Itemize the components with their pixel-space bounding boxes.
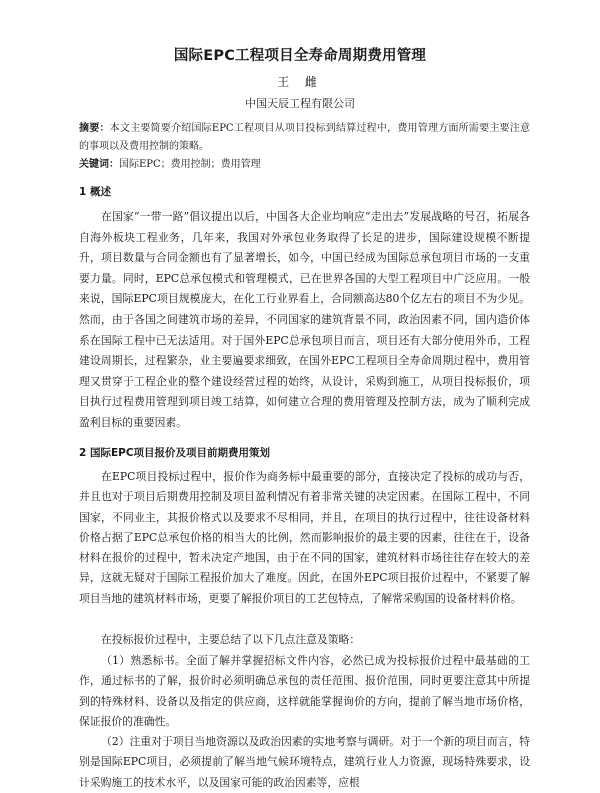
section-1-heading: 1 概述	[79, 186, 111, 198]
paper-title: 国际EPC工程项目全寿命周期费用管理	[173, 48, 427, 64]
abstract-text: 本文主要简要介绍国际EPC工程项目从项目投标到结算过程中，费用管理方面所需要主要注意的事项以及费用控制的策略。	[79, 123, 530, 152]
section-2-paragraph-3: （1）熟悉标书。全面了解并掌握招标文件内容，必然已成为投标报价过程中最基础的工作，通过标书的了解，报价时必须明确总承包的责任范围、报价范围，同时更要注意其中所提到的特殊材料、设备以及指定的供应商，这样就能掌握询价的方向，提前了解当地市场价格，保证报价的准确性。	[79, 654, 530, 728]
section-2-paragraph-4: （2）注重对于项目当地资源以及政治因素的实地考察与调研。对于一个新的项目而言，特别是国际EPC项目，必须提前了解当地气候环境特点，建筑行业人力资源，现场特殊要求，设计采购施工的技术水平，以及国家可能的政治因素等，应根	[79, 735, 530, 789]
abstract-label: 摘要：	[79, 123, 110, 134]
keywords-text: 国际EPC；费用控制；费用管理	[119, 159, 261, 170]
section-1-paragraph: 在国家“一带一路”倡议提出以后，中国各大企业均响应“走出去”发展战略的号召，拓展各自海外板块工程业务，几年来，我国对外承包业务取得了长足的进步，国际建设规模不断提升，项目数量与合同金额也有了显著增长，如今，中国已经成为国际总承包项目市场的一支重要力量。同时，EPC总承包模式和管理模式，已在世界各国的大型工程项目中广泛应用。一般来说，国际EPC项目规模庞大，在化工行业界看上，合同额高达80个亿左右的项目不为少见。然而，由于各国之间建筑市场的差异，不同国家的建筑背景不同，政治因素不同，国内造价体系在国际工程中已无法适用。对于国外EPC总承包项目而言，项目还有大部分使用外币，工程建设周期长，过程繁杂，业主要遍要求细致，在国外EPC工程项目全寿命周期过程中，费用管理又贯穿于工程企业的整个建设经营过程的始终，从设计，采购到施工，从项目投标报价，项目执行过程费用管理到项目竣工结算，如何建立合理的费用管理及控制方法，成为了顺利完成盈利目标的重要因素。	[79, 210, 530, 429]
author-affiliation: 中国天辰工程有限公司	[245, 97, 355, 110]
abstract	[79, 120, 530, 156]
keywords	[79, 157, 530, 173]
author-name: 王 雌	[277, 75, 323, 89]
section-2-heading: 2 国际EPC项目报价及项目前期费用策划	[79, 447, 271, 459]
keywords-label: 关键词：	[79, 159, 119, 170]
section-2-paragraph-2: 在投标报价过程中，主要总结了以下几点注意及策略：	[101, 633, 361, 646]
section-2-paragraph-1: 在EPC项目投标过程中，报价作为商务标中最重要的部分，直接决定了投标的成功与否，并且也对于项目后期费用控制及项目盈利情况有着非常关键的决定因素。在国际工程中，不同国家，不同业主，其报价格式以及要求不尽相同，并且，在项目的执行过程中，往往设备材料价格占据了EPC总承包价格的相当大的比例，然而影响报价的最主要的因素，往往在于，设备材料在报价的过程中，暂未决定产地国，由于在不同的国家，建筑材料市场往往存在较大的差异，这就无疑对于国际工程报价加大了难度。因此，在国外EPC项目报价过程中，不紧要了解项目当地的建筑材料市场，更要了解报价项目的工艺包特点，了解常采购国的设备材料价格。	[79, 470, 530, 605]
